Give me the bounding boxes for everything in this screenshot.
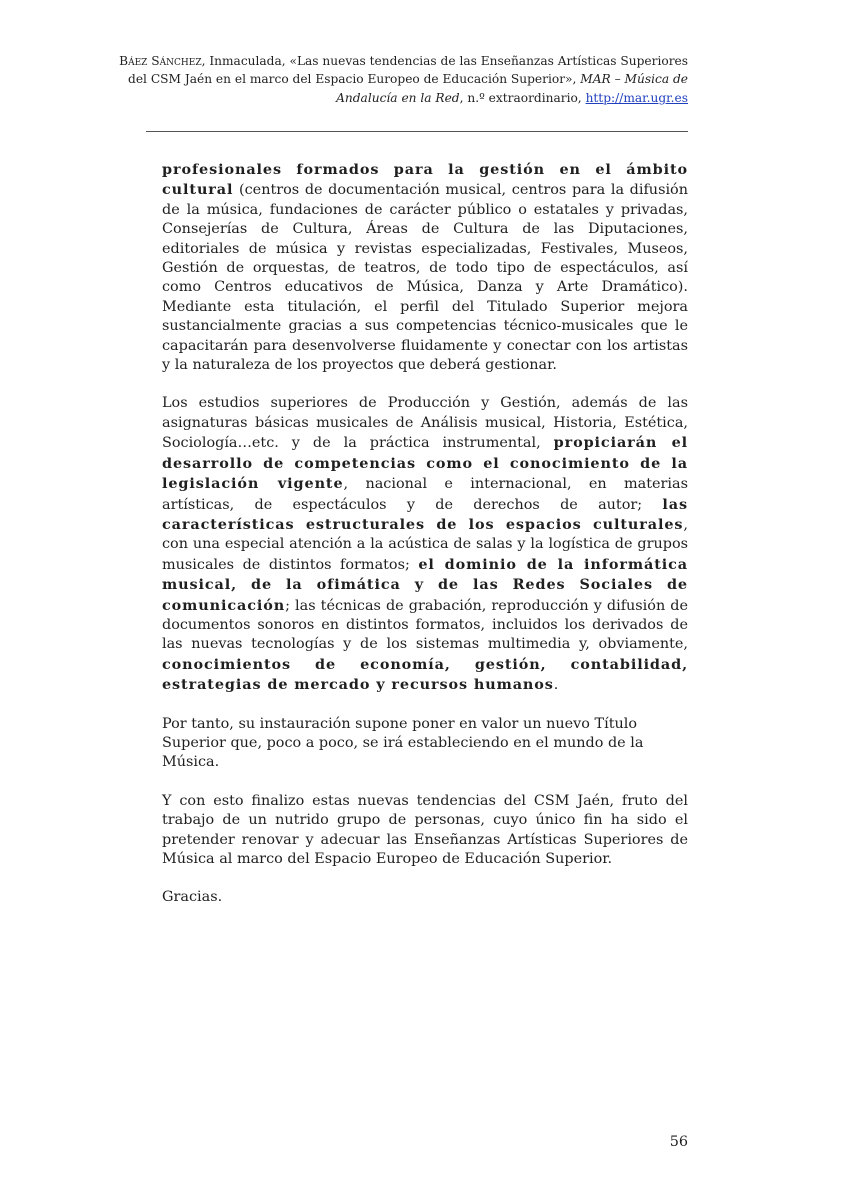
text-run: Gracias. (162, 889, 223, 906)
paragraph-3 (162, 715, 688, 773)
text-run: ; las técnicas de grabación, reproducción y difusión de documentos sonoros en distintos formatos, incluidos los derivados de las nuevas tecnologías y de los sistemas multimedia y, obviamente, (162, 597, 688, 653)
issue-text: , n.º extraordinario, (459, 90, 586, 105)
running-header (110, 52, 688, 107)
paragraph-2 (162, 394, 688, 695)
text-run: , con una especial atención a la acústica de salas y la logística de grupos musicales de distintos formatos; (162, 516, 688, 573)
bold-text: conocimientos de economía, gestión, contabilidad, estrategias de mercado y recursos humanos (162, 655, 688, 694)
paragraph-1 (162, 160, 688, 375)
bold-text: las características estructurales de los espacios culturales (162, 495, 688, 533)
page-number: 56 (669, 1134, 688, 1150)
text-run: . (553, 677, 559, 694)
bold-text: propiciarán el desarrollo de competencias como el conocimiento de la legislación vigente (162, 434, 688, 493)
text-run: (centros de documentación musical, centros para la difusión de la música, fundaciones de carácter público o estatales y privadas, Consejerías de Cultura, Áreas de Cultura de las Diputaciones, editoriales de música y revistas especializadas, Festivales, Museos, Gestión de orquestas, de teatros, de todo tipo de espectáculos, así como Centros educativos de Música, Danza y Arte Dramático). Mediante esta titulación, el perfil del Titulado Superior mejora sustancialmente gracias a sus competencias técnico-musicales que le capacitarán para desenvolverse fluidamente y conectar con los artistas y la naturaleza de los proyectos que deberá gestionar. (162, 182, 688, 374)
bold-text: el dominio de la informática musical, de la ofimática y de las Redes Sociales de comunicación (162, 555, 688, 614)
bold-text: profesionales formados para la gestión en el ámbito cultural (162, 161, 688, 199)
text-run: Los estudios superiores de Producción y Gestión, además de las asignaturas básicas musicales de Análisis musical, Historia, Estética, Sociología…etc. y de la práctica instrumental, (162, 395, 688, 452)
citation-text: , Inmaculada, «Las nuevas tendencias de las Enseñanzas Artísticas Superiores del CSM Jaén en el marco del Espacio Europeo de Educación Superior», (128, 54, 688, 87)
paragraph-5 (162, 888, 688, 907)
journal-title: MAR – Música de Andalucía en la Red (336, 72, 688, 105)
journal-link[interactable]: http://mar.ugr.es (585, 90, 688, 105)
main-text (162, 160, 688, 927)
text-run: Por tanto, su instauración supone poner en valor un nuevo Título Superior que, poco a poco, se irá estableciendo en el mundo de la Música. (162, 715, 644, 771)
text-run: Y con esto finalizo estas nuevas tendencias del CSM Jaén, fruto del trabajo de un nutrido grupo de personas, cuyo único fin ha sido el pretender renovar y adecuar las Enseñanzas Artísticas Superiores de Música al marco del Espacio Europeo de Educación Superior. (162, 792, 688, 867)
author-surname: Báez Sánchez (119, 54, 202, 68)
paragraph-4 (162, 792, 688, 870)
header-divider (146, 131, 688, 132)
text-run: , nacional e internacional, en materias artísticas, de espectáculos y de derechos de autor; (162, 476, 688, 513)
